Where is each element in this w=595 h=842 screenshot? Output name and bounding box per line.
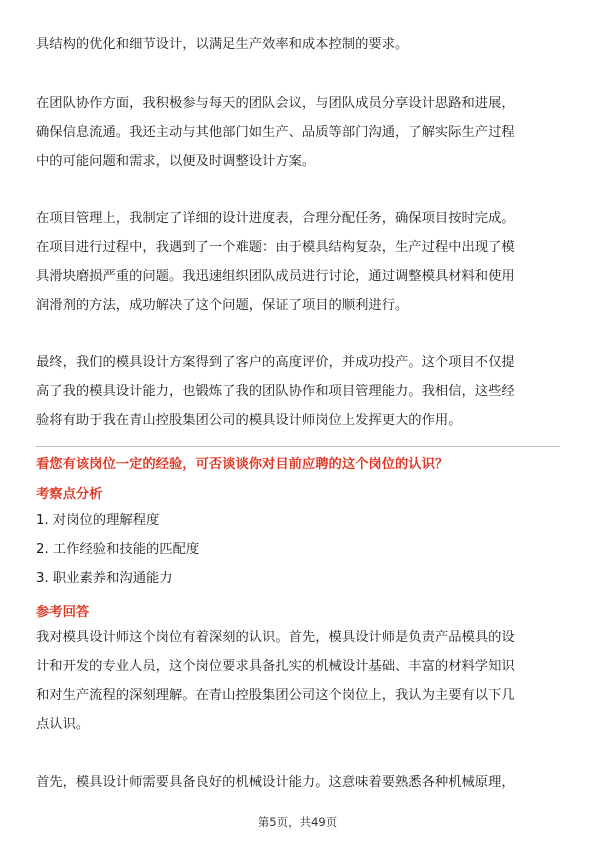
page-number-footer: 第5页，共49页: [257, 815, 338, 829]
text-line: 验将有助于我在青山控股集团公司的模具设计师岗位上发挥更大的作用。: [36, 413, 462, 428]
text-line: 首先，模具设计师需要具备良好的机械设计能力。这意味着要熟悉各种机械原理，: [36, 775, 515, 790]
paragraph-answer-continued: [36, 768, 560, 797]
text-line: 点认识。: [36, 717, 90, 732]
text-line: 和对生产流程的深刻理解。在青山控股集团公司这个岗位上，我认为主要有以下几: [36, 688, 515, 703]
text-line: 中的可能问题和需求，以便及时调整设计方案。: [36, 154, 316, 169]
analysis-heading: 考察点分析: [36, 487, 103, 502]
text-line: 确保信息流通。我还主动与其他部门如生产、品质等部门沟通，了解实际生产过程: [36, 125, 515, 140]
paragraph-intro-tail: [36, 30, 560, 59]
analysis-item: 2. 工作经验和技能的匹配度: [36, 542, 200, 557]
paragraph-teamwork: [36, 89, 560, 176]
interview-question: 看您有该岗位一定的经验，可否谈谈你对目前应聘的这个岗位的认识？: [36, 457, 449, 472]
text-line: 在团队协作方面，我积极参与每天的团队会议，与团队成员分享设计思路和进展，: [36, 96, 515, 111]
text-line: 我对模具设计师这个岗位有着深刻的认识。首先，模具设计师是负责产品模具的设: [36, 630, 515, 645]
paragraph-conclusion: [36, 348, 560, 435]
paragraph-answer: [36, 623, 560, 739]
text-line: 高了我的模具设计能力，也锻炼了我的团队协作和项目管理能力。我相信，这些经: [36, 384, 515, 399]
text-line: 具滑块磨损严重的问题。我迅速组织团队成员进行讨论，通过调整模具材料和使用: [36, 269, 515, 284]
text-line: 计和开发的专业人员，这个岗位要求具备扎实的机械设计基础、丰富的材料学知识: [36, 659, 515, 674]
answer-heading: 参考回答: [36, 605, 90, 620]
text-line: 具结构的优化和细节设计，以满足生产效率和成本控制的要求。: [36, 37, 409, 52]
analysis-item: 3. 职业素养和沟通能力: [36, 571, 173, 586]
analysis-item: 1. 对岗位的理解程度: [36, 513, 160, 528]
text-line: 在项目进行过程中，我遇到了一个难题：由于模具结构复杂，生产过程中出现了模: [36, 240, 515, 255]
section-divider: [36, 446, 560, 447]
text-line: 最终，我们的模具设计方案得到了客户的高度评价，并成功投产。这个项目不仅提: [36, 355, 515, 370]
paragraph-project-management: [36, 204, 560, 320]
text-line: 在项目管理上，我制定了详细的设计进度表，合理分配任务，确保项目按时完成。: [36, 211, 515, 226]
text-line: 润滑剂的方法，成功解决了这个问题，保证了项目的顺利进行。: [36, 298, 409, 313]
